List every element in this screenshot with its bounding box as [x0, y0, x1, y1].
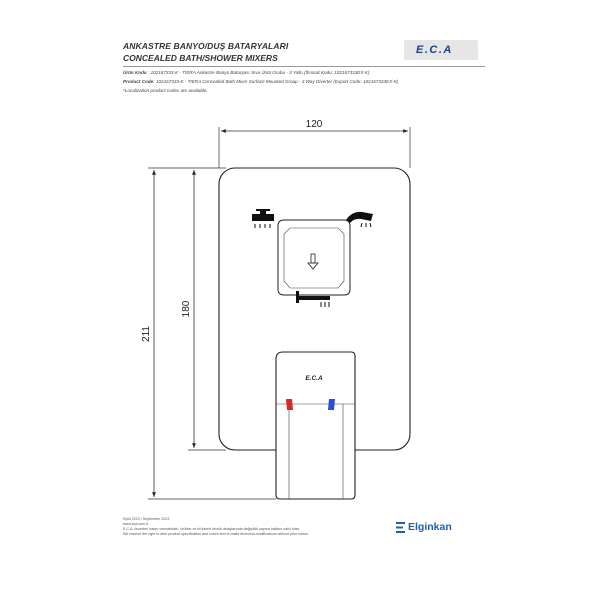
elginkan-mark-icon — [396, 522, 405, 533]
export-code-tr-value: 102167333EX-K) — [334, 70, 370, 75]
eca-logo: E.C.A — [416, 44, 453, 56]
product-code-en-label: Product Code: — [123, 79, 155, 84]
width-label: 120 — [305, 119, 323, 130]
title-turkish: ANKASTRE BANYO/DUŞ BATARYALARI — [123, 41, 289, 51]
product-code-tr-text: : 102167333-K - TIERA Ankastre Banyo Bataryası Sıva Üstü Grubu - 3 Yollu — [148, 70, 303, 75]
down-arrow-icon — [308, 254, 318, 269]
localization-note: *Localization product codes are available. — [123, 88, 208, 93]
inner-height-label: 180 — [181, 300, 192, 318]
diverter-knob — [278, 220, 350, 295]
width-dimension — [219, 119, 410, 168]
export-code-en-label: (Export Code: — [333, 79, 362, 84]
hot-indicator-icon — [286, 399, 293, 410]
footer-website: www.eca.com.tr — [123, 522, 149, 526]
elginkan-brand: Elginkan — [408, 521, 452, 533]
cold-indicator-icon — [328, 399, 335, 410]
spout-icon — [296, 291, 330, 307]
export-code-en-value: 102167333EX-K) — [363, 79, 399, 84]
footer-note-en: We reserve the right to alter product specification and colors and to make technical modifications without prior notice. — [123, 532, 309, 536]
footer-date: Eylül 2023 / September 2023 — [123, 517, 170, 521]
diverter-knob-inner — [284, 228, 344, 288]
handle-logo: E.C.A — [305, 375, 323, 382]
total-height-label: 211 — [141, 326, 152, 342]
bath-tap-icon — [252, 209, 274, 228]
footer-note-tr: E.C.A. önceden haber vermeksizin, ürünler ve ürünlerin teknik detaylarında değişiklik yapma hakkını saklı tutar. — [123, 527, 300, 531]
product-code-tr-label: Ürün Kodu — [123, 70, 147, 75]
title-english: CONCEALED BATH/SHOWER MIXERS — [123, 53, 278, 63]
export-code-tr-label: (İhracat Kodu: — [304, 70, 333, 75]
product-code-en-text: 102167333-K - TIERA Concealed Bath Mixer Surface Mounted Group - 3 Way Diverter — [155, 79, 333, 84]
